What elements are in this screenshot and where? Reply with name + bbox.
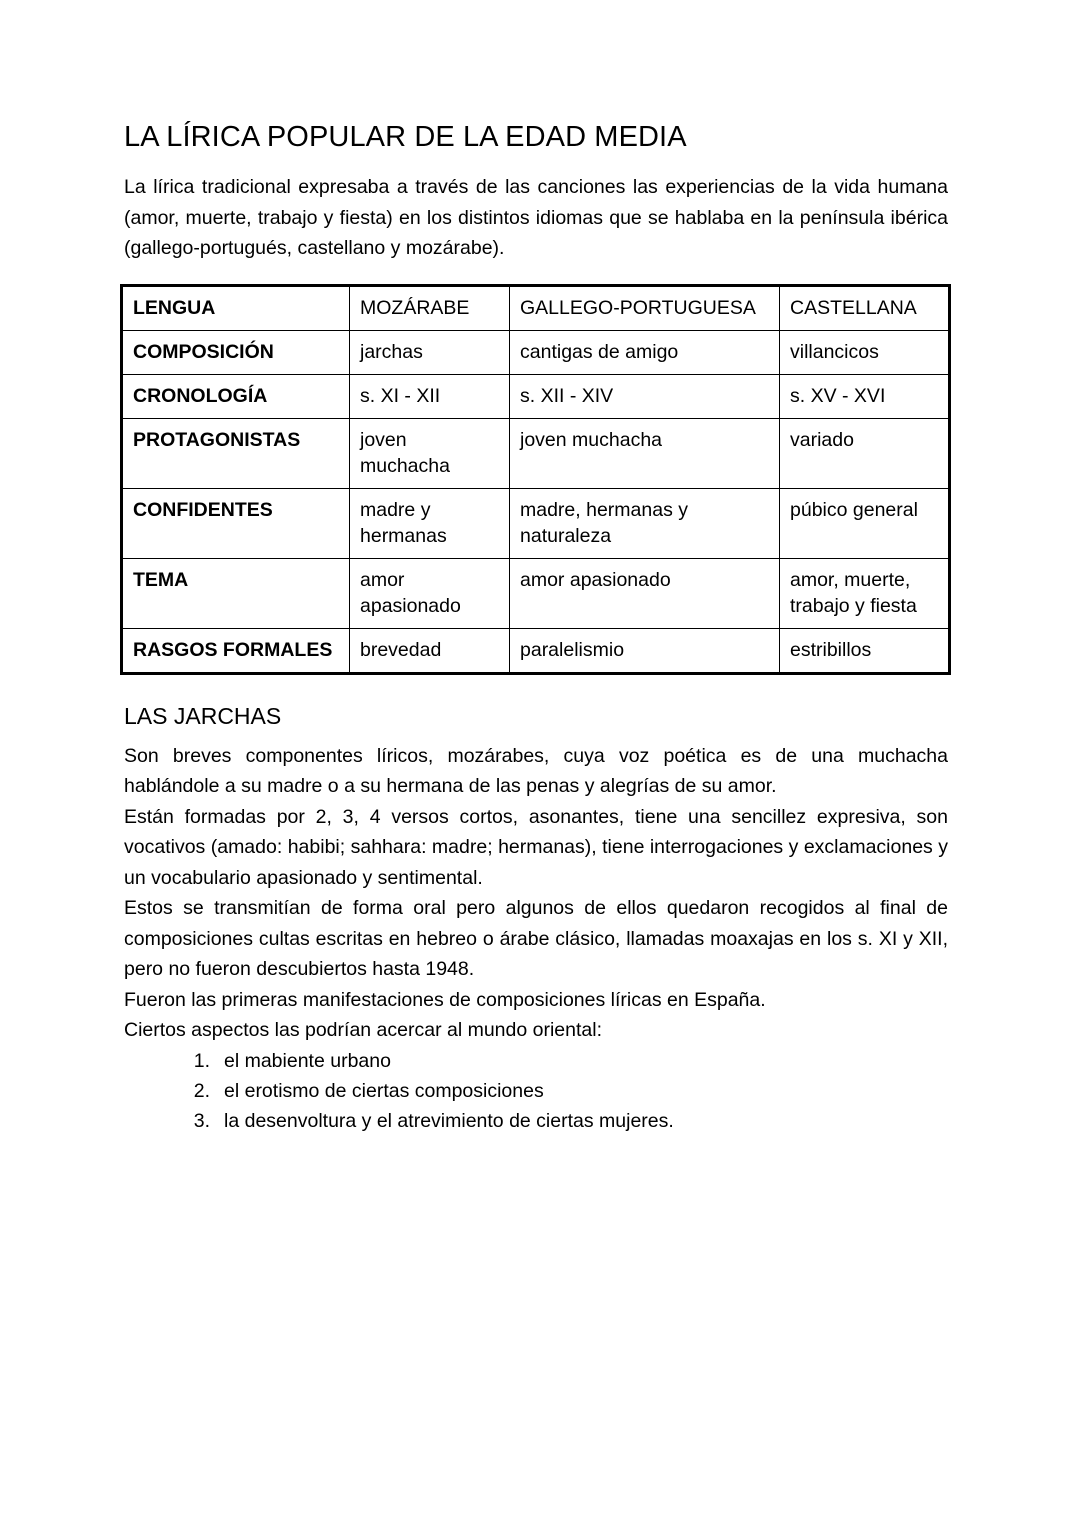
- cell-gallego: paralelismio: [510, 628, 780, 673]
- jarchas-paragraph-1: Son breves componentes líricos, mozárabes, cuya voz poética es de una muchacha hablándole a su madre o a su hermana de las penas y alegrías de su amor.: [124, 744, 948, 797]
- cell-gallego: amor apasionado: [510, 558, 780, 628]
- lyric-comparison-table: [120, 284, 951, 675]
- cell-castellana: variado: [780, 418, 950, 488]
- section-title-jarchas: LAS JARCHAS: [124, 702, 282, 729]
- cell-gallego: cantigas de amigo: [510, 330, 780, 374]
- row-label: PROTAGONISTAS: [122, 418, 350, 488]
- table-row: [122, 418, 950, 488]
- table-header-mozarabe: MOZÁRABE: [350, 285, 510, 330]
- table-header-row: [122, 285, 950, 330]
- cell-mozarabe: jarchas: [350, 330, 510, 374]
- cell-mozarabe: brevedad: [350, 628, 510, 673]
- table-row: [122, 558, 950, 628]
- table-header-gallego-portuguesa: GALLEGO-PORTUGUESA: [510, 285, 780, 330]
- cell-mozarabe: amor apasionado: [350, 558, 510, 628]
- oriental-aspects-list: [124, 1046, 948, 1136]
- row-label: RASGOS FORMALES: [122, 628, 350, 673]
- table-row: [122, 330, 950, 374]
- cell-gallego: s. XII - XIV: [510, 374, 780, 418]
- table-row: [122, 628, 950, 673]
- cell-mozarabe: s. XI - XII: [350, 374, 510, 418]
- jarchas-paragraph-4: Fueron las primeras manifestaciones de composiciones líricas en España.: [124, 988, 766, 1011]
- table-header-row-label: LENGUA: [122, 285, 350, 330]
- page-title: LA LÍRICA POPULAR DE LA EDAD MEDIA: [124, 121, 687, 153]
- row-label: COMPOSICIÓN: [122, 330, 350, 374]
- table-row: [122, 488, 950, 558]
- cell-mozarabe: joven muchacha: [350, 418, 510, 488]
- cell-castellana: estribillos: [780, 628, 950, 673]
- section-spacer: [124, 675, 948, 701]
- cell-gallego: madre, hermanas y naturaleza: [510, 488, 780, 558]
- list-item: el erotismo de ciertas composiciones: [224, 1079, 544, 1102]
- cell-castellana: s. XV - XVI: [780, 374, 950, 418]
- document-content: [124, 118, 948, 1136]
- cell-gallego: joven muchacha: [510, 418, 780, 488]
- list-item: el mabiente urbano: [224, 1049, 391, 1072]
- intro-paragraph: La lírica tradicional expresaba a través de las canciones las experiencias de la vida humana (amor, muerte, trabajo y fiesta) en los distintos idiomas que se hablaba en la península ibérica (gallego-portugués, castellano y mozárabe).: [124, 176, 948, 259]
- jarchas-paragraph-5: Ciertos aspectos las podrían acercar al mundo oriental:: [124, 1019, 602, 1041]
- table-row: [122, 374, 950, 418]
- jarchas-paragraph-3: Estos se transmitían de forma oral pero algunos de ellos quedaron recogidos al final de composiciones cultas escritas en hebreo o árabe clásico, llamadas moaxajas en los s. XI y XII, pero no fueron descubiertos hasta 1948.: [124, 897, 948, 980]
- jarchas-paragraph-2: Están formadas por 2, 3, 4 versos cortos, asonantes, tiene una sencillez expresiva, son vocativos (amado: habibi; sahhara: madre; hermanas), tiene interrogaciones y exclamaciones y un vocabulario apasionado y sentimental.: [124, 805, 948, 889]
- cell-castellana: púbico general: [780, 488, 950, 558]
- row-label: CONFIDENTES: [122, 488, 350, 558]
- list-item: la desenvoltura y el atrevimiento de ciertas mujeres.: [224, 1109, 674, 1132]
- cell-castellana: villancicos: [780, 330, 950, 374]
- table-header-castellana: CASTELLANA: [780, 285, 950, 330]
- row-label: CRONOLOGÍA: [122, 374, 350, 418]
- row-label: TEMA: [122, 558, 350, 628]
- cell-mozarabe: madre y hermanas: [350, 488, 510, 558]
- cell-castellana: amor, muerte, trabajo y fiesta: [780, 558, 950, 628]
